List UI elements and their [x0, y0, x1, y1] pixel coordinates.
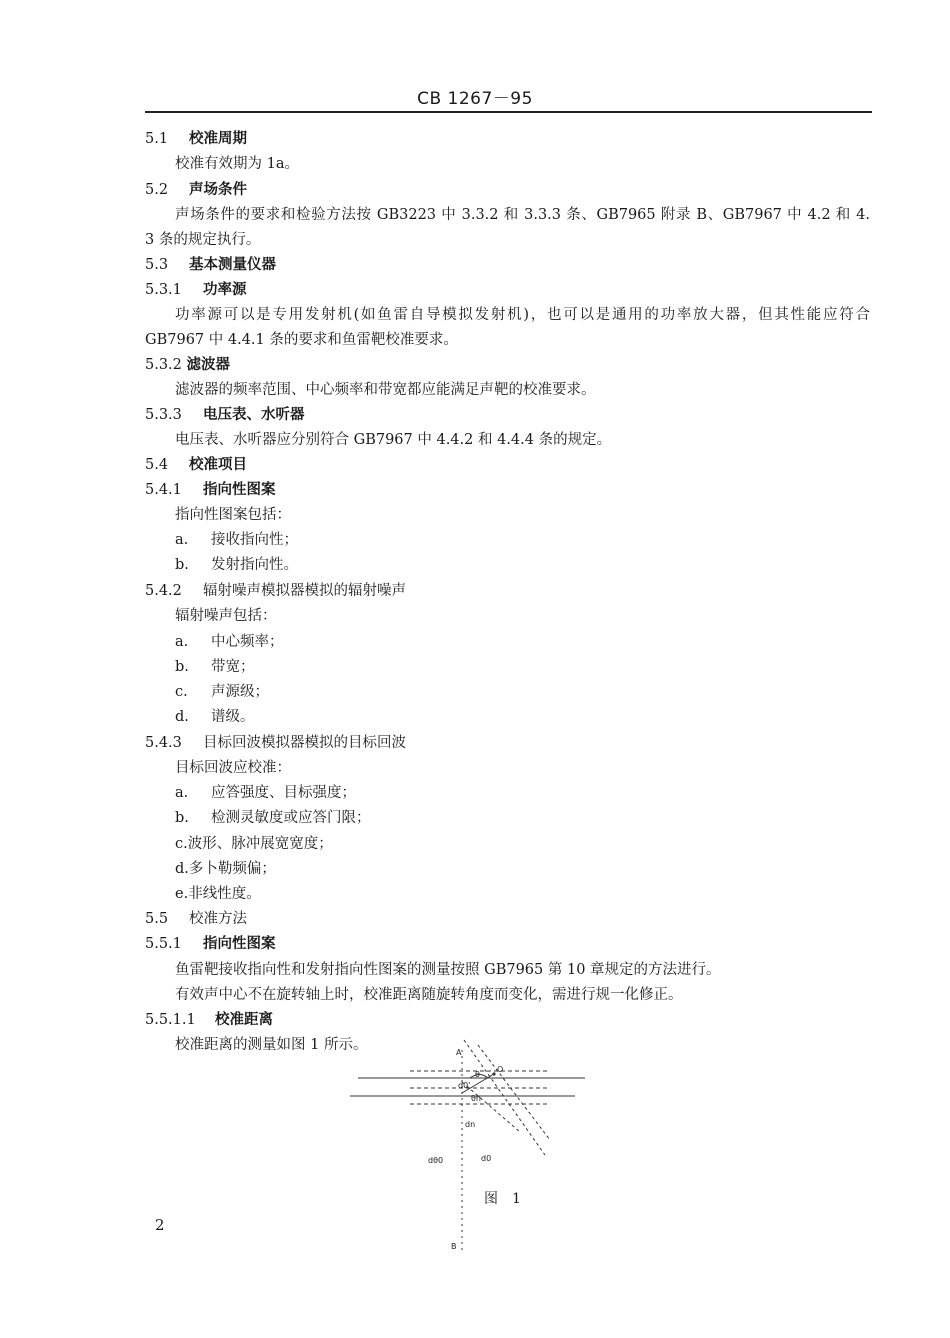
- para-5-1: 校准有效期为 1a。: [175, 156, 299, 172]
- para-5-5-1-1: 校准距离的测量如图 1 所示。: [175, 1037, 368, 1053]
- item-label: b.: [175, 659, 189, 675]
- item-text: 波形、脉冲展宽宽度；: [187, 836, 333, 852]
- item-text: 谱级。: [211, 709, 255, 725]
- page-number: 2: [155, 1216, 165, 1234]
- item-label: c.: [175, 684, 188, 700]
- label-d-theta-0: dθ0: [428, 1156, 444, 1165]
- section-number: 5.3: [145, 257, 169, 273]
- item-text: 带宽；: [211, 659, 255, 675]
- label-dn: dn: [465, 1120, 476, 1129]
- label-o: O: [497, 1065, 504, 1074]
- section-title: 指向性图案: [203, 935, 276, 952]
- section-title: 滤波器: [186, 356, 231, 373]
- item-text: 非线性度。: [188, 886, 261, 902]
- section-number: 5.3.1: [145, 282, 182, 298]
- item-label: d.: [175, 861, 189, 877]
- section-title: 基本测量仪器: [189, 256, 276, 273]
- section-number: 5.4.2: [145, 583, 182, 599]
- para-5-3-1-line2: GB7967 中 4.4.1 条的要求和鱼雷靶校准要求。: [145, 332, 458, 348]
- para-5-3-1-line1: 功率源可以是专用发射机(如鱼雷自导模拟发射机)，也可以是通用的功率放大器，但其性能应符合: [175, 307, 870, 323]
- section-number: 5.4.3: [145, 735, 182, 751]
- section-title: 校准方法: [189, 911, 247, 927]
- section-number: 5.1: [145, 131, 169, 147]
- label-b: B: [451, 1242, 457, 1251]
- label-d0: d0: [481, 1154, 492, 1163]
- para-5-3-3: 电压表、水听器应分别符合 GB7967 中 4.4.2 和 4.4.4 条的规定。: [175, 432, 612, 448]
- label-theta: θ: [475, 1070, 480, 1079]
- label-d0-prime: d0': [458, 1081, 471, 1090]
- para-5-5-1-line2: 有效声中心不在旋转轴上时，校准距离随旋转角度而变化，需进行规一化修正。: [175, 987, 683, 1003]
- section-number: 5.5: [145, 911, 169, 927]
- para-5-2-line2: 3 条的规定执行。: [145, 232, 261, 248]
- item-label: e.: [175, 886, 189, 902]
- oblique-line-2: [478, 1045, 550, 1140]
- section-title: 辐射噪声模拟器模拟的辐射噪声: [203, 583, 406, 599]
- item-label: c.: [175, 836, 188, 852]
- item-label: a.: [175, 785, 189, 801]
- section-number: 5.5.1.1: [145, 1012, 196, 1028]
- section-title: 校准周期: [189, 130, 247, 147]
- item-text: 中心频率；: [211, 634, 284, 650]
- item-label: d.: [175, 709, 189, 725]
- section-number: 5.4.1: [145, 482, 182, 498]
- item-text: 发射指向性。: [211, 557, 298, 573]
- para-5-3-2: 滤波器的频率范围、中心频率和带宽都应能满足声靶的校准要求。: [175, 382, 596, 398]
- center-point-o: [492, 1072, 495, 1075]
- intro-5-4-3: 目标回波应校准：: [175, 760, 291, 776]
- section-title: 目标回波模拟器模拟的目标回波: [203, 735, 406, 751]
- item-label: b.: [175, 810, 189, 826]
- item-text: 接收指向性；: [211, 532, 298, 548]
- item-label: a.: [175, 634, 189, 650]
- section-number: 5.4: [145, 457, 169, 473]
- para-5-2-line1: 声场条件的要求和检验方法按 GB3223 中 3.3.2 和 3.3.3 条、GB7965 附录 B、GB7967 中 4.2 和 4.: [175, 207, 870, 223]
- section-title: 声场条件: [189, 181, 247, 198]
- label-theta-n: θn: [471, 1094, 481, 1103]
- item-label: b.: [175, 557, 189, 573]
- standard-code-header: CB 1267－95: [417, 89, 533, 109]
- section-title: 指向性图案: [203, 481, 276, 498]
- section-number: 5.5.1: [145, 936, 182, 952]
- section-number: 5.2: [145, 182, 169, 198]
- item-text: 声源级；: [211, 684, 269, 700]
- section-title: 功率源: [203, 281, 247, 298]
- label-a: A: [456, 1048, 462, 1057]
- intro-5-4-2: 辐射噪声包括：: [175, 608, 277, 624]
- section-number: 5.3.2: [145, 357, 182, 373]
- item-text: 多卜勒频偏；: [188, 861, 276, 877]
- section-title: 电压表、水听器: [203, 406, 305, 423]
- intro-5-4-1: 指向性图案包括：: [175, 507, 291, 523]
- para-5-5-1-line1: 鱼雷靶接收指向性和发射指向性图案的测量按照 GB7965 第 10 章规定的方法进行。: [175, 962, 721, 978]
- item-label: a.: [175, 532, 189, 548]
- section-title: 校准距离: [215, 1011, 273, 1028]
- section-number: 5.3.3: [145, 407, 182, 423]
- figure-caption: 图 1: [484, 1191, 521, 1207]
- section-title: 校准项目: [189, 456, 247, 473]
- item-text: 检测灵敏度或应答门限；: [211, 810, 371, 826]
- item-text: 应答强度、目标强度；: [211, 785, 356, 801]
